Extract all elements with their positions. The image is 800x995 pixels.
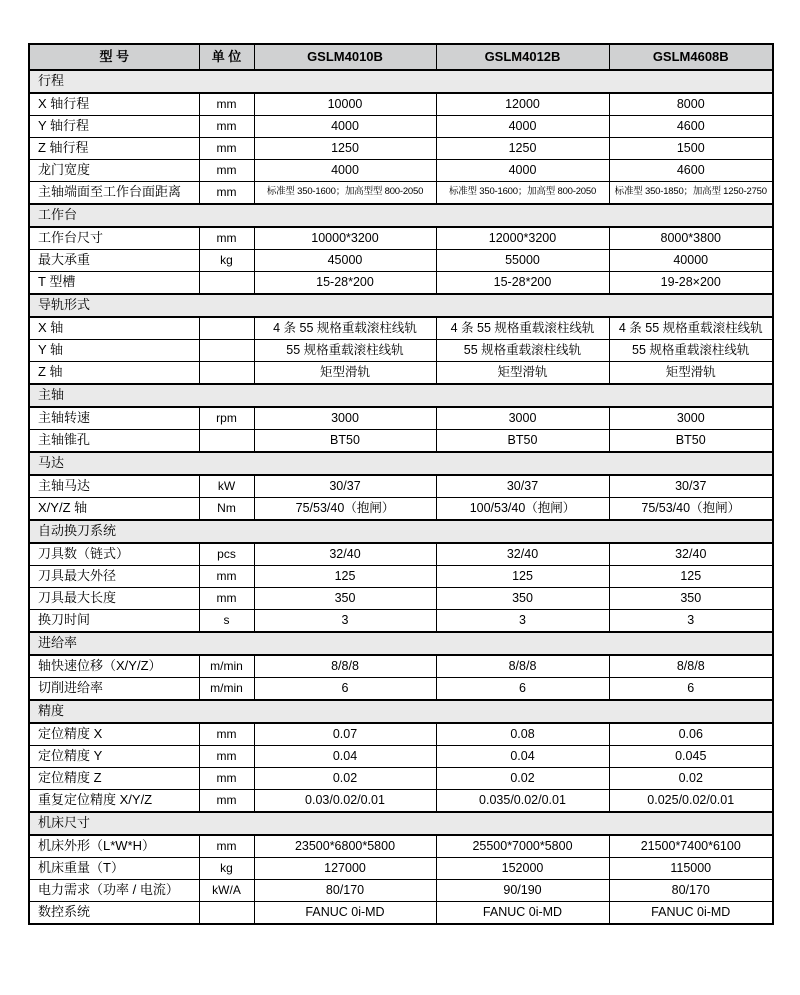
spec-unit: kW/A <box>199 880 254 902</box>
spec-value-model-1: 1250 <box>254 138 436 160</box>
spec-row <box>29 543 773 566</box>
spec-label: Z 轴行程 <box>29 138 199 160</box>
spec-value-model-3: FANUC 0i-MD <box>609 902 773 925</box>
spec-value-model-3: 0.045 <box>609 746 773 768</box>
spec-value-model-3: 115000 <box>609 858 773 880</box>
spec-row <box>29 902 773 925</box>
spec-label: 切削进给率 <box>29 678 199 701</box>
section-row <box>29 700 773 723</box>
spec-value-model-2: 8/8/8 <box>436 655 609 678</box>
spec-value-model-3: 8000 <box>609 93 773 116</box>
spec-row <box>29 880 773 902</box>
header-row <box>29 44 773 70</box>
spec-value-model-3: 21500*7400*6100 <box>609 835 773 858</box>
spec-value-model-1: 75/53/40（抱闸） <box>254 498 436 521</box>
spec-label: Z 轴 <box>29 362 199 385</box>
spec-value-model-3: 3 <box>609 610 773 633</box>
spec-value-model-2: 1250 <box>436 138 609 160</box>
spec-value-model-1: 45000 <box>254 250 436 272</box>
spec-value-model-3: BT50 <box>609 430 773 453</box>
spec-label: 重复定位精度 X/Y/Z <box>29 790 199 813</box>
spec-value-model-1: 0.07 <box>254 723 436 746</box>
spec-value-model-1: 6 <box>254 678 436 701</box>
spec-value-model-3: 0.02 <box>609 768 773 790</box>
spec-label: 机床重量（T） <box>29 858 199 880</box>
spec-unit <box>199 272 254 295</box>
spec-unit: m/min <box>199 678 254 701</box>
spec-label: 刀具最大长度 <box>29 588 199 610</box>
spec-row <box>29 655 773 678</box>
spec-value-model-3: 0.06 <box>609 723 773 746</box>
spec-unit <box>199 430 254 453</box>
header-model-col: 型 号 <box>29 44 199 70</box>
spec-value-model-3: 55 规格重载滚柱线轨 <box>609 340 773 362</box>
spec-value-model-1: 0.02 <box>254 768 436 790</box>
spec-value-model-3: 4600 <box>609 160 773 182</box>
spec-row <box>29 768 773 790</box>
spec-value-model-1: 30/37 <box>254 475 436 498</box>
header-model-3: GSLM4608B <box>609 44 773 70</box>
spec-row <box>29 430 773 453</box>
spec-unit: mm <box>199 93 254 116</box>
spec-label: 主轴马达 <box>29 475 199 498</box>
spec-unit: kg <box>199 858 254 880</box>
spec-unit: rpm <box>199 407 254 430</box>
section-title: 机床尺寸 <box>29 812 773 835</box>
spec-label: 刀具最大外径 <box>29 566 199 588</box>
spec-label: X/Y/Z 轴 <box>29 498 199 521</box>
section-row <box>29 520 773 543</box>
spec-value-model-2: 4000 <box>436 116 609 138</box>
section-title: 进给率 <box>29 632 773 655</box>
spec-unit: mm <box>199 768 254 790</box>
spec-value-model-2: BT50 <box>436 430 609 453</box>
spec-unit: mm <box>199 116 254 138</box>
spec-value-model-1: 3 <box>254 610 436 633</box>
section-title: 主轴 <box>29 384 773 407</box>
spec-row <box>29 272 773 295</box>
spec-unit <box>199 902 254 925</box>
spec-value-model-2: 152000 <box>436 858 609 880</box>
spec-row <box>29 723 773 746</box>
spec-value-model-1: 350 <box>254 588 436 610</box>
spec-value-model-1: 125 <box>254 566 436 588</box>
spec-label: 机床外形（L*W*H） <box>29 835 199 858</box>
header-unit-col: 单 位 <box>199 44 254 70</box>
spec-value-model-3: 75/53/40（抱闸） <box>609 498 773 521</box>
spec-value-model-2: 4 条 55 规格重载滚柱线轨 <box>436 317 609 340</box>
spec-row <box>29 858 773 880</box>
spec-value-model-2: 15-28*200 <box>436 272 609 295</box>
spec-value-model-2: 55 规格重载滚柱线轨 <box>436 340 609 362</box>
spec-value-model-3: 标准型 350-1850；加高型 1250-2750 <box>609 182 773 205</box>
spec-label: 定位精度 X <box>29 723 199 746</box>
spec-value-model-1: 127000 <box>254 858 436 880</box>
section-title: 精度 <box>29 700 773 723</box>
spec-table-body <box>29 70 773 924</box>
spec-value-model-2: 100/53/40（抱闸） <box>436 498 609 521</box>
spec-unit <box>199 317 254 340</box>
section-title: 自动换刀系统 <box>29 520 773 543</box>
spec-row <box>29 182 773 205</box>
spec-value-model-3: 0.025/0.02/0.01 <box>609 790 773 813</box>
spec-label: T 型槽 <box>29 272 199 295</box>
spec-value-model-3: 32/40 <box>609 543 773 566</box>
section-row <box>29 384 773 407</box>
section-row <box>29 204 773 227</box>
spec-row <box>29 227 773 250</box>
spec-row <box>29 138 773 160</box>
spec-value-model-2: 90/190 <box>436 880 609 902</box>
spec-unit: s <box>199 610 254 633</box>
spec-unit <box>199 340 254 362</box>
spec-row <box>29 160 773 182</box>
spec-value-model-3: 1500 <box>609 138 773 160</box>
spec-value-model-1: 标准型 350-1600；加高型型 800-2050 <box>254 182 436 205</box>
spec-value-model-1: BT50 <box>254 430 436 453</box>
spec-value-model-3: 6 <box>609 678 773 701</box>
spec-value-model-1: 0.03/0.02/0.01 <box>254 790 436 813</box>
spec-value-model-1: 4000 <box>254 160 436 182</box>
spec-label: 工作台尺寸 <box>29 227 199 250</box>
spec-value-model-2: 30/37 <box>436 475 609 498</box>
spec-value-model-2: 矩型滑轨 <box>436 362 609 385</box>
spec-value-model-1: 80/170 <box>254 880 436 902</box>
spec-label: 主轴转速 <box>29 407 199 430</box>
spec-value-model-1: 0.04 <box>254 746 436 768</box>
section-row <box>29 452 773 475</box>
spec-label: 换刀时间 <box>29 610 199 633</box>
spec-label: 最大承重 <box>29 250 199 272</box>
spec-row <box>29 317 773 340</box>
spec-label: X 轴行程 <box>29 93 199 116</box>
spec-value-model-3: 8/8/8 <box>609 655 773 678</box>
spec-label: 定位精度 Z <box>29 768 199 790</box>
spec-label: Y 轴 <box>29 340 199 362</box>
spec-value-model-1: 10000*3200 <box>254 227 436 250</box>
spec-value-model-3: 30/37 <box>609 475 773 498</box>
section-row <box>29 812 773 835</box>
spec-value-model-2: 0.02 <box>436 768 609 790</box>
spec-value-model-1: 15-28*200 <box>254 272 436 295</box>
spec-value-model-1: 23500*6800*5800 <box>254 835 436 858</box>
spec-row <box>29 790 773 813</box>
spec-row <box>29 588 773 610</box>
spec-value-model-2: 0.04 <box>436 746 609 768</box>
spec-unit: mm <box>199 160 254 182</box>
spec-value-model-2: 4000 <box>436 160 609 182</box>
spec-label: 刀具数（链式） <box>29 543 199 566</box>
spec-value-model-3: 80/170 <box>609 880 773 902</box>
spec-value-model-2: 0.035/0.02/0.01 <box>436 790 609 813</box>
section-title: 工作台 <box>29 204 773 227</box>
spec-row <box>29 116 773 138</box>
section-row <box>29 294 773 317</box>
spec-label: Y 轴行程 <box>29 116 199 138</box>
section-title: 马达 <box>29 452 773 475</box>
spec-value-model-1: 8/8/8 <box>254 655 436 678</box>
spec-row <box>29 407 773 430</box>
spec-value-model-1: 矩型滑轨 <box>254 362 436 385</box>
spec-unit: mm <box>199 746 254 768</box>
spec-value-model-3: 3000 <box>609 407 773 430</box>
spec-value-model-2: 12000*3200 <box>436 227 609 250</box>
spec-label: 主轴端面至工作台面距离 <box>29 182 199 205</box>
spec-unit: mm <box>199 227 254 250</box>
spec-row <box>29 498 773 521</box>
section-title: 导轨形式 <box>29 294 773 317</box>
spec-value-model-2: 3 <box>436 610 609 633</box>
spec-row <box>29 566 773 588</box>
spec-value-model-1: FANUC 0i-MD <box>254 902 436 925</box>
spec-row <box>29 678 773 701</box>
spec-label: 主轴锥孔 <box>29 430 199 453</box>
spec-value-model-3: 40000 <box>609 250 773 272</box>
spec-row <box>29 340 773 362</box>
spec-row <box>29 250 773 272</box>
spec-value-model-2: 25500*7000*5800 <box>436 835 609 858</box>
spec-table-header <box>29 44 773 70</box>
spec-value-model-3: 350 <box>609 588 773 610</box>
spec-row <box>29 835 773 858</box>
spec-label: X 轴 <box>29 317 199 340</box>
spec-unit: Nm <box>199 498 254 521</box>
spec-value-model-2: 55000 <box>436 250 609 272</box>
spec-value-model-3: 19-28×200 <box>609 272 773 295</box>
spec-unit: mm <box>199 790 254 813</box>
spec-row <box>29 610 773 633</box>
spec-row <box>29 746 773 768</box>
spec-unit: mm <box>199 588 254 610</box>
spec-value-model-1: 4 条 55 规格重载滚柱线轨 <box>254 317 436 340</box>
section-row <box>29 632 773 655</box>
spec-value-model-1: 4000 <box>254 116 436 138</box>
spec-value-model-3: 4 条 55 规格重载滚柱线轨 <box>609 317 773 340</box>
section-title: 行程 <box>29 70 773 93</box>
spec-value-model-2: 3000 <box>436 407 609 430</box>
spec-unit: m/min <box>199 655 254 678</box>
spec-value-model-2: 6 <box>436 678 609 701</box>
spec-value-model-2: 125 <box>436 566 609 588</box>
spec-unit <box>199 362 254 385</box>
spec-value-model-1: 10000 <box>254 93 436 116</box>
spec-unit: mm <box>199 138 254 160</box>
spec-value-model-3: 4600 <box>609 116 773 138</box>
spec-value-model-3: 8000*3800 <box>609 227 773 250</box>
spec-label: 电力需求（功率 / 电流） <box>29 880 199 902</box>
spec-unit: mm <box>199 182 254 205</box>
spec-value-model-2: 32/40 <box>436 543 609 566</box>
spec-unit: mm <box>199 835 254 858</box>
spec-value-model-1: 32/40 <box>254 543 436 566</box>
spec-label: 定位精度 Y <box>29 746 199 768</box>
spec-value-model-2: 0.08 <box>436 723 609 746</box>
spec-value-model-1: 55 规格重载滚柱线轨 <box>254 340 436 362</box>
spec-table <box>28 43 774 925</box>
spec-unit: mm <box>199 566 254 588</box>
spec-label: 龙门宽度 <box>29 160 199 182</box>
spec-value-model-2: 350 <box>436 588 609 610</box>
spec-value-model-3: 125 <box>609 566 773 588</box>
spec-label: 数控系统 <box>29 902 199 925</box>
spec-row <box>29 93 773 116</box>
spec-unit: pcs <box>199 543 254 566</box>
spec-row <box>29 475 773 498</box>
spec-unit: kg <box>199 250 254 272</box>
header-model-1: GSLM4010B <box>254 44 436 70</box>
spec-value-model-2: FANUC 0i-MD <box>436 902 609 925</box>
section-row <box>29 70 773 93</box>
spec-value-model-2: 12000 <box>436 93 609 116</box>
spec-label: 轴快速位移（X/Y/Z） <box>29 655 199 678</box>
spec-unit: kW <box>199 475 254 498</box>
spec-value-model-3: 矩型滑轨 <box>609 362 773 385</box>
spec-row <box>29 362 773 385</box>
header-model-2: GSLM4012B <box>436 44 609 70</box>
spec-value-model-2: 标准型 350-1600；加高型 800-2050 <box>436 182 609 205</box>
spec-unit: mm <box>199 723 254 746</box>
spec-value-model-1: 3000 <box>254 407 436 430</box>
